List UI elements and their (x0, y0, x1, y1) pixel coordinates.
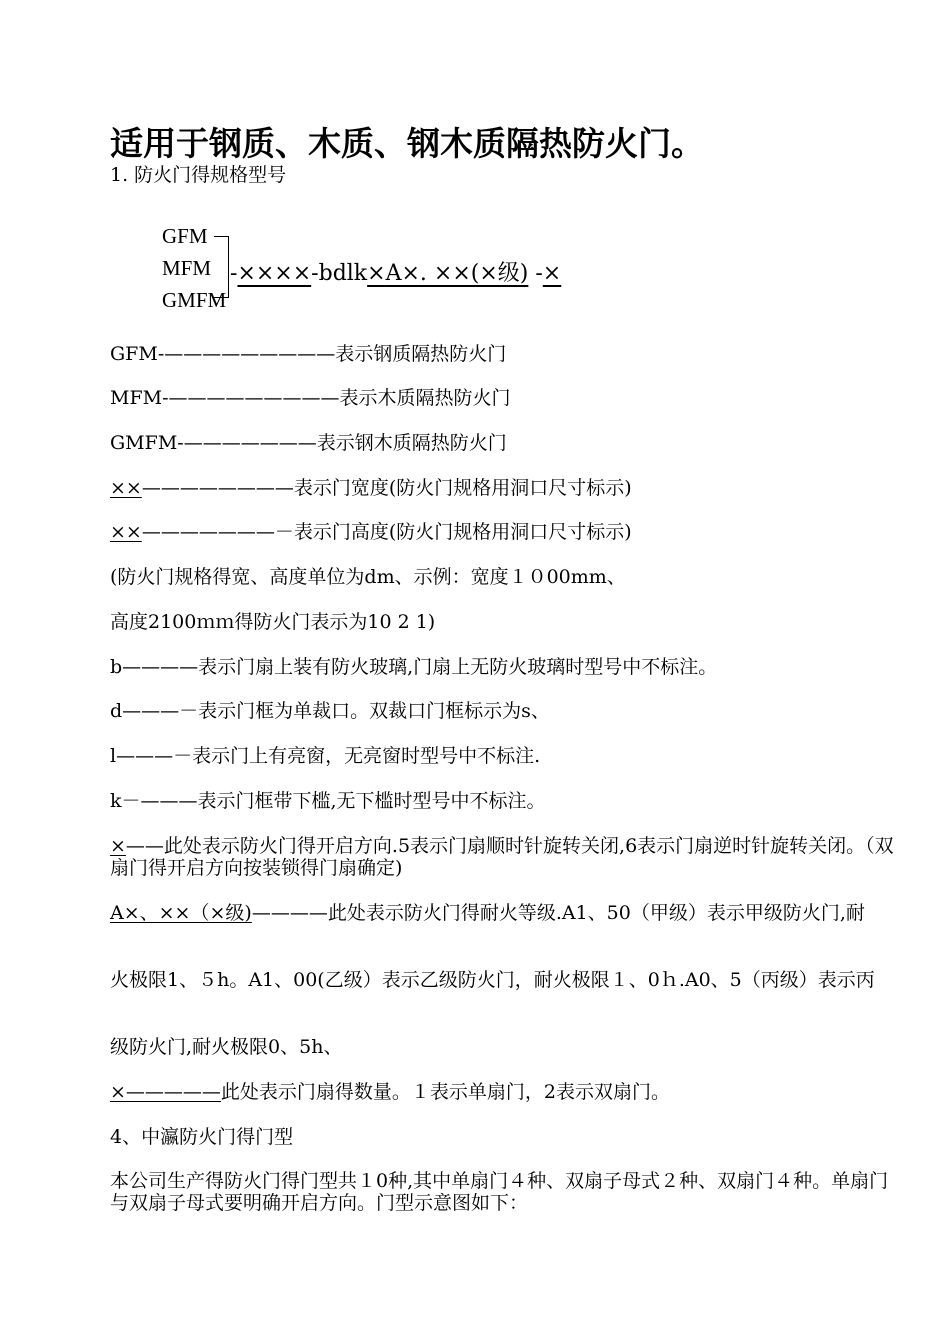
text-line-height (110, 521, 900, 543)
text-line-direction (110, 835, 900, 879)
text-line: GMFM-———————表示钢木质隔热防火门 (110, 432, 507, 454)
diagram-label-mfm: MFM (162, 256, 212, 280)
text-line-count (110, 1081, 900, 1103)
text-line: d———－表示门框为单裁口。双裁口门框标示为s、 (110, 700, 550, 722)
code-part: - (230, 261, 238, 286)
underlined-symbol: ×× (110, 477, 142, 499)
code-part: × (542, 261, 562, 286)
code-part: A×. ××(×级) (385, 261, 529, 286)
dash: ———————－ (141, 521, 294, 543)
text: 表示门高度(防火门规格用洞口尺寸标示) (293, 521, 632, 543)
text-line: l———－表示门上有亮窗，无亮窗时型号中不标注. (110, 745, 541, 767)
diagram-code (230, 256, 561, 287)
diagram-label-gfm: GFM (162, 224, 208, 248)
text: ——此处表示防火门得开启方向.5表示门扇顺时针旋转关闭,6表示门扇逆时针旋转关闭。（双扇门得开启方向按装锁得门扇确定) (110, 835, 894, 879)
underlined-symbol: ×× (110, 521, 142, 543)
diagram-bracket (216, 236, 229, 298)
code-part: -bdlk (311, 261, 368, 286)
text-line: 高度2100ｍｍ得防火门表示为10 2 1) (110, 611, 436, 633)
text-line: MFM-—————————表示木质隔热防火门 (110, 387, 511, 409)
text-line: (防火门规格得宽、高度单位为dm、示例：宽度１０00mm、 (110, 566, 626, 588)
page-title: 适用于钢质、木质、钢木质隔热防火门。 (110, 124, 704, 163)
code-part: × (367, 261, 386, 286)
text-line: 级防火门,耐火极限0、5h、 (110, 1036, 343, 1058)
section-heading-model: 1. 防火门得规格型号 (110, 164, 287, 186)
underlined-symbol: ×————— (110, 1081, 221, 1103)
text-line: b————表示门扇上装有防火玻璃,门扇上无防火玻璃时型号中不标注。 (110, 656, 718, 678)
dash: ———————— (141, 477, 294, 499)
section-heading-door-types: 4、中瀛防火门得门型 (110, 1126, 294, 1148)
model-code-diagram (150, 220, 670, 325)
text-line-grade (110, 902, 900, 924)
code-part: - (528, 261, 543, 286)
text: 表示门宽度(防火门规格用洞口尺寸标示) (293, 477, 632, 499)
code-part: ×××× (237, 261, 312, 286)
text-line-width (110, 477, 900, 499)
text-line: k－———表示门框带下槛,无下槛时型号中不标注。 (110, 790, 546, 812)
text-line: 火极限1、５h。A1、00(乙级）表示乙级防火门，耐火极限１、0ｈ.A0、5（丙级）表示丙 (110, 969, 875, 991)
text-paragraph: 本公司生产得防火门得门型共１0种,其中单扇门４种、双扇子母式２种、双扇门４种。单扇门与双扇子母式要明确开启方向。门型示意图如下： (110, 1170, 889, 1214)
text: 此处表示门扇得数量。１表示单扇门，2表示双扇门。 (220, 1081, 671, 1103)
text: ————此处表示防火门得耐火等级.A1、50（甲级）表示甲级防火门,耐 (251, 902, 865, 924)
text-line: GFM-—————————表示钢质隔热防火门 (110, 343, 507, 365)
underlined-symbol: × (110, 835, 126, 857)
diagram-label-gmfm: GMFM (162, 288, 227, 312)
underlined-symbol: A×、××（×级) (110, 902, 252, 924)
